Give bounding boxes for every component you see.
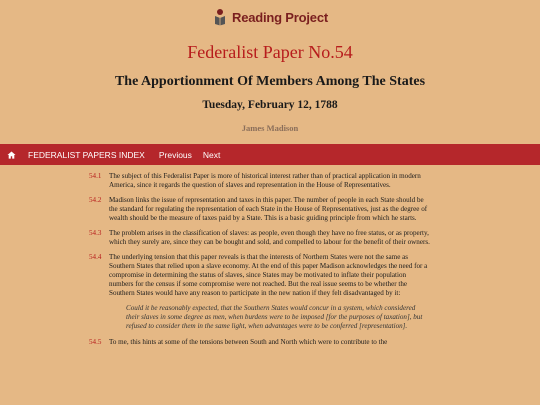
paragraph: [89, 196, 431, 223]
paragraph-text: The problem arises in the classification of slaves: as people, even though they have no free status, or as property, which they surely are, since they can be bought and sold, and compelled to labour for the benefit of their owners.: [109, 229, 430, 247]
page-title: Federalist Paper No.54: [187, 42, 353, 62]
paragraph-number: 54.5: [89, 338, 102, 347]
block-quote: Could it be reasonably expected, that the Southern States would concur in a system, which considered their slaves in some degree as men, when burdens were to be imposed [for the purposes of taxation], but refused to consider them in the same light, when advantages were to be conferred [representation].: [126, 303, 423, 330]
paragraph-number: 54.3: [89, 229, 102, 238]
home-button[interactable]: [0, 151, 22, 159]
home-icon: [7, 151, 16, 159]
previous-link[interactable]: Previous: [158, 149, 192, 160]
paragraph: [89, 338, 431, 347]
next-link[interactable]: Next: [202, 149, 221, 160]
paragraph: [89, 253, 431, 298]
federalist-index-link[interactable]: FEDERALIST PAPERS INDEX: [28, 149, 145, 160]
paragraph: [89, 172, 431, 190]
paragraph-number: 54.4: [89, 253, 102, 262]
page-subtitle: The Apportionment Of Members Among The States: [114, 74, 426, 89]
paragraph-number: 54.2: [89, 196, 102, 205]
navigation-bar: [0, 144, 540, 165]
paragraph: [89, 229, 431, 247]
author-name: James Madison: [241, 123, 299, 133]
paragraph-number: 54.1: [89, 172, 102, 180]
paragraph-text: The underlying tension that this paper reveals is that the interests of Northern States were not the same as Southern States that relied upon a slave economy. At the end of this paper Madison acknowledges the need for a compromise in determining the status of slaves, since States may be motivated to inflate their population numbers for the census if some compromise were not reached. But the real issue seems to be whether the Southern States would have any reason to participate in the new nation if they felt disadvantaged by it:: [109, 253, 428, 297]
paragraph-text: The subject of this Federalist Paper is more of historical interest rather than of practical application in modern America, since it regards the question of slaves and representation in the House of Representatives.: [109, 172, 421, 189]
paragraph-text: To me, this hints at some of the tensions between South and North which were to contribute to the: [109, 338, 388, 347]
publication-date: Tuesday, February 12, 1788: [202, 99, 338, 111]
article-body: [89, 172, 431, 354]
site-logo[interactable]: [0, 8, 540, 26]
book-reader-icon: [212, 8, 228, 26]
paragraph-text: Madison links the issue of representation and taxes in this paper. The number of people in each State should be the standard for regulating the representation of each State in the House of Representatives, just as the degree of wealth should be the measure of taxes paid by a State. This is a basic guiding principle from which he starts.: [109, 196, 428, 222]
logo-text: Reading Project: [232, 9, 328, 25]
